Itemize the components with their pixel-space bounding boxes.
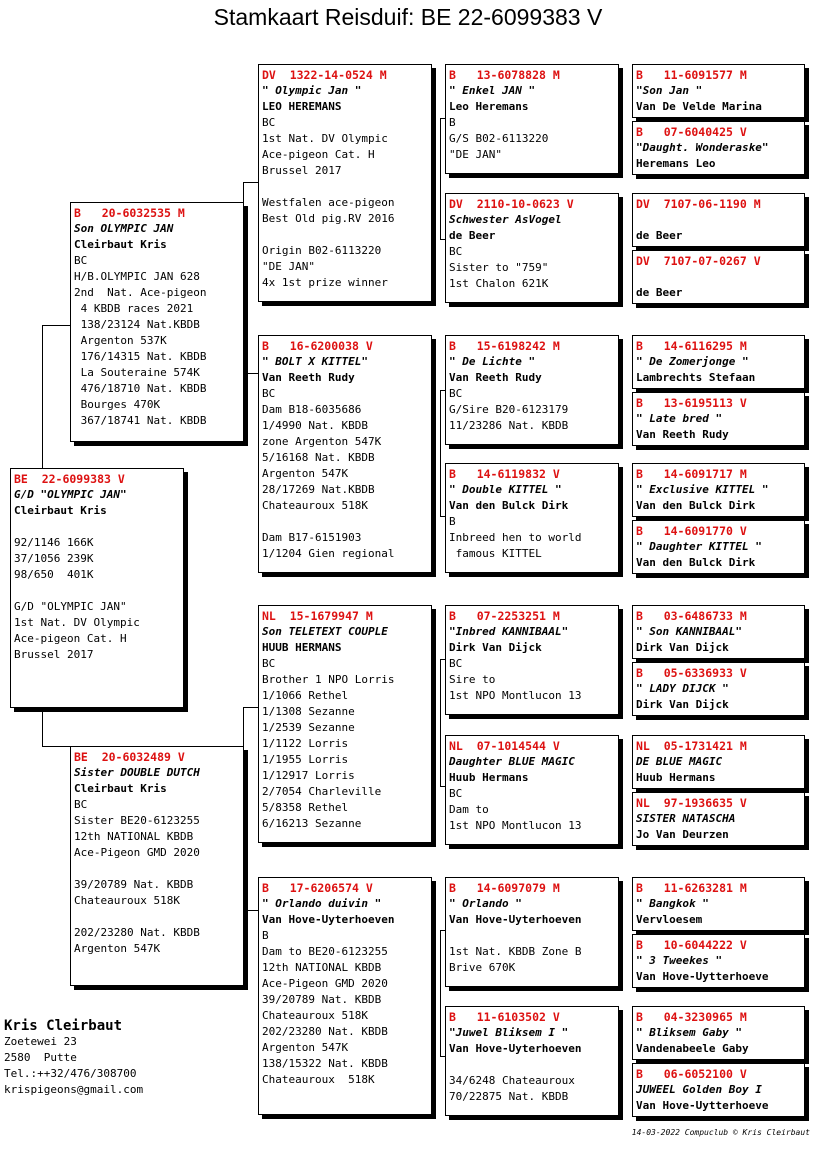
info-line: Westfalen ace-pigeon	[262, 196, 395, 209]
pedigree-card-g4[interactable]	[632, 250, 805, 304]
info-line: 4 KBDB races 2021	[74, 302, 194, 315]
info-line: Brussel 2017	[262, 164, 342, 177]
info-line: 1/12917 Lorris	[262, 769, 355, 782]
pedigree-card-mf[interactable]	[258, 605, 432, 843]
info-line	[449, 1057, 615, 1073]
ring-number: B 06-6052100 V	[636, 1067, 747, 1081]
info-line: BC	[449, 245, 463, 258]
ring-number: B 14-6091717 M	[636, 467, 747, 481]
info-line: 202/23280 Nat. KBDB	[262, 1025, 388, 1038]
ring-number: B 17-6206574 V	[262, 881, 373, 895]
info-line: Bourges 470K	[74, 398, 161, 411]
info-line: Ace-Pigeon GMD 2020	[262, 977, 388, 990]
breeder-phone: Tel.:++32/476/308700	[4, 1067, 137, 1080]
breeder-address-line: Zoetewei 23	[4, 1035, 77, 1048]
info-line	[14, 519, 180, 535]
info-line: BC	[449, 787, 463, 800]
info-line: 1st Chalon 621K	[449, 277, 549, 290]
owner-name: Van De Velde Marina	[636, 100, 762, 113]
info-line: 1/1066 Rethel	[262, 689, 349, 702]
owner-name: Leo Heremans	[449, 100, 529, 113]
info-line: G/S B02-6113220	[449, 132, 549, 145]
info-line: 1st Nat. DV Olympic	[14, 616, 140, 629]
pedigree-card-mfm[interactable]	[445, 735, 619, 845]
ring-number: B 07-6040425 V	[636, 125, 747, 139]
pigeon-name: SISTER NATASCHA	[636, 812, 736, 825]
pigeon-name: " BOLT X KITTEL"	[262, 355, 368, 368]
pigeon-name: " 3 Tweekes "	[636, 954, 723, 967]
info-line: Origin B02-6113220	[262, 244, 382, 257]
info-line: famous KITTEL	[449, 547, 542, 560]
page-title: Stamkaart Reisduif: BE 22-6099383 V	[213, 4, 603, 30]
ring-number: B 14-6119832 V	[449, 467, 560, 481]
pigeon-name: " Orlando "	[449, 897, 522, 910]
info-line: Brussel 2017	[14, 648, 94, 661]
pedigree-card-g14[interactable]	[632, 934, 805, 988]
breeder-name: Kris Cleirbaut	[4, 1018, 123, 1034]
ring-number: B 13-6078828 M	[449, 68, 560, 82]
info-line: Chateauroux 518K	[262, 1009, 368, 1022]
pigeon-name: "Inbred KANNIBAAL"	[449, 625, 569, 638]
ring-number: B 14-6097079 M	[449, 881, 560, 895]
ring-number: BE 22-6099383 V	[14, 472, 125, 486]
pigeon-name: " Olympic Jan "	[262, 84, 362, 97]
ring-number: DV 1322-14-0524 M	[262, 68, 387, 82]
pigeon-name: " Daughter KITTEL "	[636, 540, 762, 553]
ring-number: B 11-6103502 V	[449, 1010, 560, 1024]
info-line: Ace-pigeon Cat. H	[262, 148, 375, 161]
info-line: BC	[262, 387, 276, 400]
pigeon-name	[636, 212, 801, 228]
pigeon-name: Daughter BLUE MAGIC	[449, 755, 575, 768]
owner-name: Vervloesem	[636, 913, 703, 926]
ring-number: DV 7107-07-0267 V	[636, 254, 761, 268]
ring-number: B 05-6336933 V	[636, 666, 747, 680]
info-line: "DE JAN"	[262, 260, 315, 273]
pigeon-name: " Son KANNIBAAL"	[636, 625, 742, 638]
pedigree-card-ffm[interactable]	[445, 193, 619, 303]
ring-number: B 20-6032535 M	[74, 206, 185, 220]
info-line: Ace-pigeon Cat. H	[14, 632, 127, 645]
pedigree-card-g7[interactable]	[632, 463, 805, 517]
pigeon-name: " Enkel JAN "	[449, 84, 536, 97]
owner-name: Cleirbaut Kris	[74, 238, 167, 251]
pigeon-name: Schwester AsVogel	[449, 213, 562, 226]
pedigree-card-g10[interactable]	[632, 662, 805, 716]
ring-number: DV 7107-06-1190 M	[636, 197, 761, 211]
connector-father	[243, 182, 259, 374]
info-line: 1/1122 Lorris	[262, 737, 349, 750]
owner-name: Van den Bulck Dirk	[636, 499, 756, 512]
pedigree-card-fff[interactable]	[445, 64, 619, 174]
info-line: 1st NPO Montlucon 13	[449, 689, 582, 702]
breeder-email: krispigeons@gmail.com	[4, 1083, 144, 1096]
info-line	[262, 227, 428, 243]
info-line: 12th NATIONAL KBDB	[262, 961, 382, 974]
info-line	[74, 861, 240, 877]
info-line: 1st Nat. DV Olympic	[262, 132, 388, 145]
info-line	[262, 179, 428, 195]
pedigree-card-g3[interactable]	[632, 193, 805, 247]
info-line: G/D "OLYMPIC JAN"	[14, 600, 127, 613]
connector-mother	[243, 707, 259, 911]
info-line: 28/17269 Nat.KBDB	[262, 483, 375, 496]
info-line: zone Argenton 547K	[262, 435, 382, 448]
info-line: H/B.OLYMPIC JAN 628	[74, 270, 200, 283]
pedigree-card-mff[interactable]	[445, 605, 619, 715]
info-line: 12th NATIONAL KBDB	[74, 830, 194, 843]
info-line	[14, 583, 180, 599]
owner-name: Dirk Van Dijck	[449, 641, 542, 654]
owner-name: Cleirbaut Kris	[74, 782, 167, 795]
info-line: 39/20789 Nat. KBDB	[262, 993, 382, 1006]
info-line: Ace-Pigeon GMD 2020	[74, 846, 200, 859]
pigeon-name: " Double KITTEL "	[449, 483, 562, 496]
info-line: 1st Nat. KBDB Zone B	[449, 945, 582, 958]
pigeon-name: Son TELETEXT COUPLE	[262, 625, 388, 638]
owner-name: LEO HEREMANS	[262, 100, 342, 113]
owner-name: de Beer	[636, 286, 683, 299]
info-line: 138/15322 Nat. KBDB	[262, 1057, 388, 1070]
owner-name: Van Reeth Rudy	[636, 428, 729, 441]
pigeon-name	[636, 269, 801, 285]
info-line: 98/650 401K	[14, 568, 94, 581]
info-line: 39/20789 Nat. KBDB	[74, 878, 194, 891]
breeder-info	[4, 1018, 143, 1098]
info-line: BC	[74, 254, 88, 267]
pedigree-card-g13[interactable]	[632, 877, 805, 931]
pigeon-name: " Late bred "	[636, 412, 723, 425]
info-line: 367/18741 Nat. KBDB	[74, 414, 207, 427]
info-line: Brother 1 NPO Lorris	[262, 673, 395, 686]
pedigree-card-g2[interactable]	[632, 121, 805, 175]
owner-name: de Beer	[636, 229, 683, 242]
owner-name: Huub Hermans	[636, 771, 716, 784]
pigeon-name: " Orlando duivin "	[262, 897, 382, 910]
ring-number: NL 05-1731421 M	[636, 739, 747, 753]
info-line: 476/18710 Nat. KBDB	[74, 382, 207, 395]
owner-name: Huub Hermans	[449, 771, 529, 784]
info-line: Dam to BE20-6123255	[262, 945, 388, 958]
pedigree-card-fmf[interactable]	[445, 335, 619, 445]
info-line: Inbreed hen to world	[449, 531, 582, 544]
pigeon-name: " De Zomerjonge "	[636, 355, 749, 368]
info-line: 11/23286 Nat. KBDB	[449, 419, 569, 432]
pigeon-name: "Daught. Wonderaske"	[636, 141, 769, 154]
info-line: 1/4990 Nat. KBDB	[262, 419, 368, 432]
info-line: B	[449, 515, 456, 528]
info-line	[449, 928, 615, 944]
pedigree-card-g15[interactable]	[632, 1006, 805, 1060]
pigeon-name: " Bangkok "	[636, 897, 709, 910]
pedigree-card-g8[interactable]	[632, 520, 805, 574]
pedigree-card-ff[interactable]	[258, 64, 432, 302]
info-line: Argenton 547K	[74, 942, 161, 955]
ring-number: B 14-6116295 M	[636, 339, 747, 353]
pedigree-card-g16[interactable]	[632, 1063, 805, 1117]
info-line: 92/1146 166K	[14, 536, 94, 549]
ring-number: NL 15-1679947 M	[262, 609, 373, 623]
pedigree-card-g5[interactable]	[632, 335, 805, 389]
pigeon-name: JUWEEL Golden Boy I	[636, 1083, 762, 1096]
owner-name: Van Reeth Rudy	[262, 371, 355, 384]
info-line: BC	[449, 387, 463, 400]
pedigree-card-g1[interactable]	[632, 64, 805, 118]
info-line: 34/6248 Chateauroux	[449, 1074, 575, 1087]
pedigree-card-subject[interactable]	[10, 468, 184, 708]
info-line: Chateauroux 518K	[74, 894, 180, 907]
info-line: 6/16213 Sezanne	[262, 817, 362, 830]
info-line: Sire to	[449, 673, 496, 686]
owner-name: Van Hove-Uyterhoeven	[449, 913, 582, 926]
ring-number: B 10-6044222 V	[636, 938, 747, 952]
pedigree-card-mm[interactable]	[258, 877, 432, 1115]
info-line: 5/16168 Nat. KBDB	[262, 451, 375, 464]
ring-number: B 11-6263281 M	[636, 881, 747, 895]
info-line: 176/14315 Nat. KBDB	[74, 350, 207, 363]
pedigree-card-mother[interactable]	[70, 746, 244, 986]
info-line: Sister to "759"	[449, 261, 549, 274]
footer-stamp: 14-03-2022 Compuclub © Kris Cleirbaut	[631, 1128, 810, 1137]
pigeon-name: Sister DOUBLE DUTCH	[74, 766, 200, 779]
pigeon-name: "Son Jan "	[636, 84, 703, 97]
ring-number: B 07-2253251 M	[449, 609, 560, 623]
ring-number: BE 20-6032489 V	[74, 750, 185, 764]
info-line: B	[262, 929, 269, 942]
ring-number: DV 2110-10-0623 V	[449, 197, 574, 211]
owner-name: Heremans Leo	[636, 157, 716, 170]
breeder-address-line: 2580 Putte	[4, 1051, 77, 1064]
owner-name: Dirk Van Dijck	[636, 698, 729, 711]
info-line: 4x 1st prize winner	[262, 276, 388, 289]
info-line: G/Sire B20-6123179	[449, 403, 569, 416]
pedigree-card-g6[interactable]	[632, 392, 805, 446]
info-line: Argenton 547K	[262, 467, 349, 480]
owner-name: Dirk Van Dijck	[636, 641, 729, 654]
info-line: 202/23280 Nat. KBDB	[74, 926, 200, 939]
pedigree-card-mmf[interactable]	[445, 877, 619, 987]
info-line: B	[449, 116, 456, 129]
owner-name: HUUB HERMANS	[262, 641, 342, 654]
pigeon-name: " LADY DIJCK "	[636, 682, 729, 695]
pedigree-card-g12[interactable]	[632, 792, 805, 846]
pedigree-card-g9[interactable]	[632, 605, 805, 659]
info-line: Argenton 547K	[262, 1041, 349, 1054]
pigeon-name: Son OLYMPIC JAN	[74, 222, 174, 235]
pigeon-name: " De Lichte "	[449, 355, 536, 368]
owner-name: Cleirbaut Kris	[14, 504, 107, 517]
ring-number: B 03-6486733 M	[636, 609, 747, 623]
info-line: BC	[262, 657, 276, 670]
owner-name: Van Reeth Rudy	[449, 371, 542, 384]
info-line: 1/1308 Sezanne	[262, 705, 355, 718]
info-line: Dam to	[449, 803, 489, 816]
info-line: 2nd Nat. Ace-pigeon	[74, 286, 207, 299]
ring-number: B 14-6091770 V	[636, 524, 747, 538]
info-line: BC	[449, 657, 463, 670]
pigeon-name: " Bliksem Gaby "	[636, 1026, 742, 1039]
ring-number: NL 97-1936635 V	[636, 796, 747, 810]
info-line	[262, 514, 428, 530]
owner-name: Van Hove-Uytterhoeve	[636, 970, 769, 983]
ring-number: NL 07-1014544 V	[449, 739, 560, 753]
info-line: Best Old pig.RV 2016	[262, 212, 395, 225]
ring-number: B 04-3230965 M	[636, 1010, 747, 1024]
info-line: 2/7054 Charleville	[262, 785, 382, 798]
info-line: Dam B17-6151903	[262, 531, 362, 544]
pigeon-name: G/D "OLYMPIC JAN"	[14, 488, 127, 501]
pigeon-name: " Exclusive KITTEL "	[636, 483, 769, 496]
info-line: 37/1056 239K	[14, 552, 94, 565]
pedigree-card-father[interactable]	[70, 202, 244, 442]
info-line: 5/8358 Rethel	[262, 801, 349, 814]
info-line: Dam B18-6035686	[262, 403, 362, 416]
owner-name: Vandenabeele Gaby	[636, 1042, 749, 1055]
pigeon-name: DE BLUE MAGIC	[636, 755, 723, 768]
owner-name: Van den Bulck Dirk	[449, 499, 569, 512]
owner-name: Van Hove-Uyterhoeven	[262, 913, 395, 926]
owner-name: Lambrechts Stefaan	[636, 371, 756, 384]
pedigree-card-fm[interactable]	[258, 335, 432, 573]
info-line: BC	[74, 798, 88, 811]
info-line: Argenton 537K	[74, 334, 167, 347]
owner-name: Jo Van Deurzen	[636, 828, 729, 841]
pedigree-card-fmm[interactable]	[445, 463, 619, 573]
ring-number: B 11-6091577 M	[636, 68, 747, 82]
info-line: 138/23124 Nat.KBDB	[74, 318, 200, 331]
info-line: Sister BE20-6123255	[74, 814, 200, 827]
ring-number: B 16-6200038 V	[262, 339, 373, 353]
pedigree-card-mmm[interactable]	[445, 1006, 619, 1116]
info-line: 70/22875 Nat. KBDB	[449, 1090, 569, 1103]
pedigree-card-g11[interactable]	[632, 735, 805, 789]
ring-number: B 13-6195113 V	[636, 396, 747, 410]
owner-name: Van den Bulck Dirk	[636, 556, 756, 569]
info-line	[74, 909, 240, 925]
info-line: Brive 670K	[449, 961, 516, 974]
owner-name: Van Hove-Uytterhoeve	[636, 1099, 769, 1112]
pigeon-name: "Juwel Bliksem I "	[449, 1026, 569, 1039]
owner-name: de Beer	[449, 229, 496, 242]
info-line: "DE JAN"	[449, 148, 502, 161]
info-line: La Souteraine 574K	[74, 366, 200, 379]
owner-name: Van Hove-Uyterhoeven	[449, 1042, 582, 1055]
info-line: 1st NPO Montlucon 13	[449, 819, 582, 832]
ring-number: B 15-6198242 M	[449, 339, 560, 353]
info-line: Chateauroux 518K	[262, 1073, 375, 1086]
info-line: 1/1204 Gien regional	[262, 547, 395, 560]
info-line: Chateauroux 518K	[262, 499, 368, 512]
info-line: 1/1955 Lorris	[262, 753, 349, 766]
info-line: BC	[262, 116, 276, 129]
info-line: 1/2539 Sezanne	[262, 721, 355, 734]
